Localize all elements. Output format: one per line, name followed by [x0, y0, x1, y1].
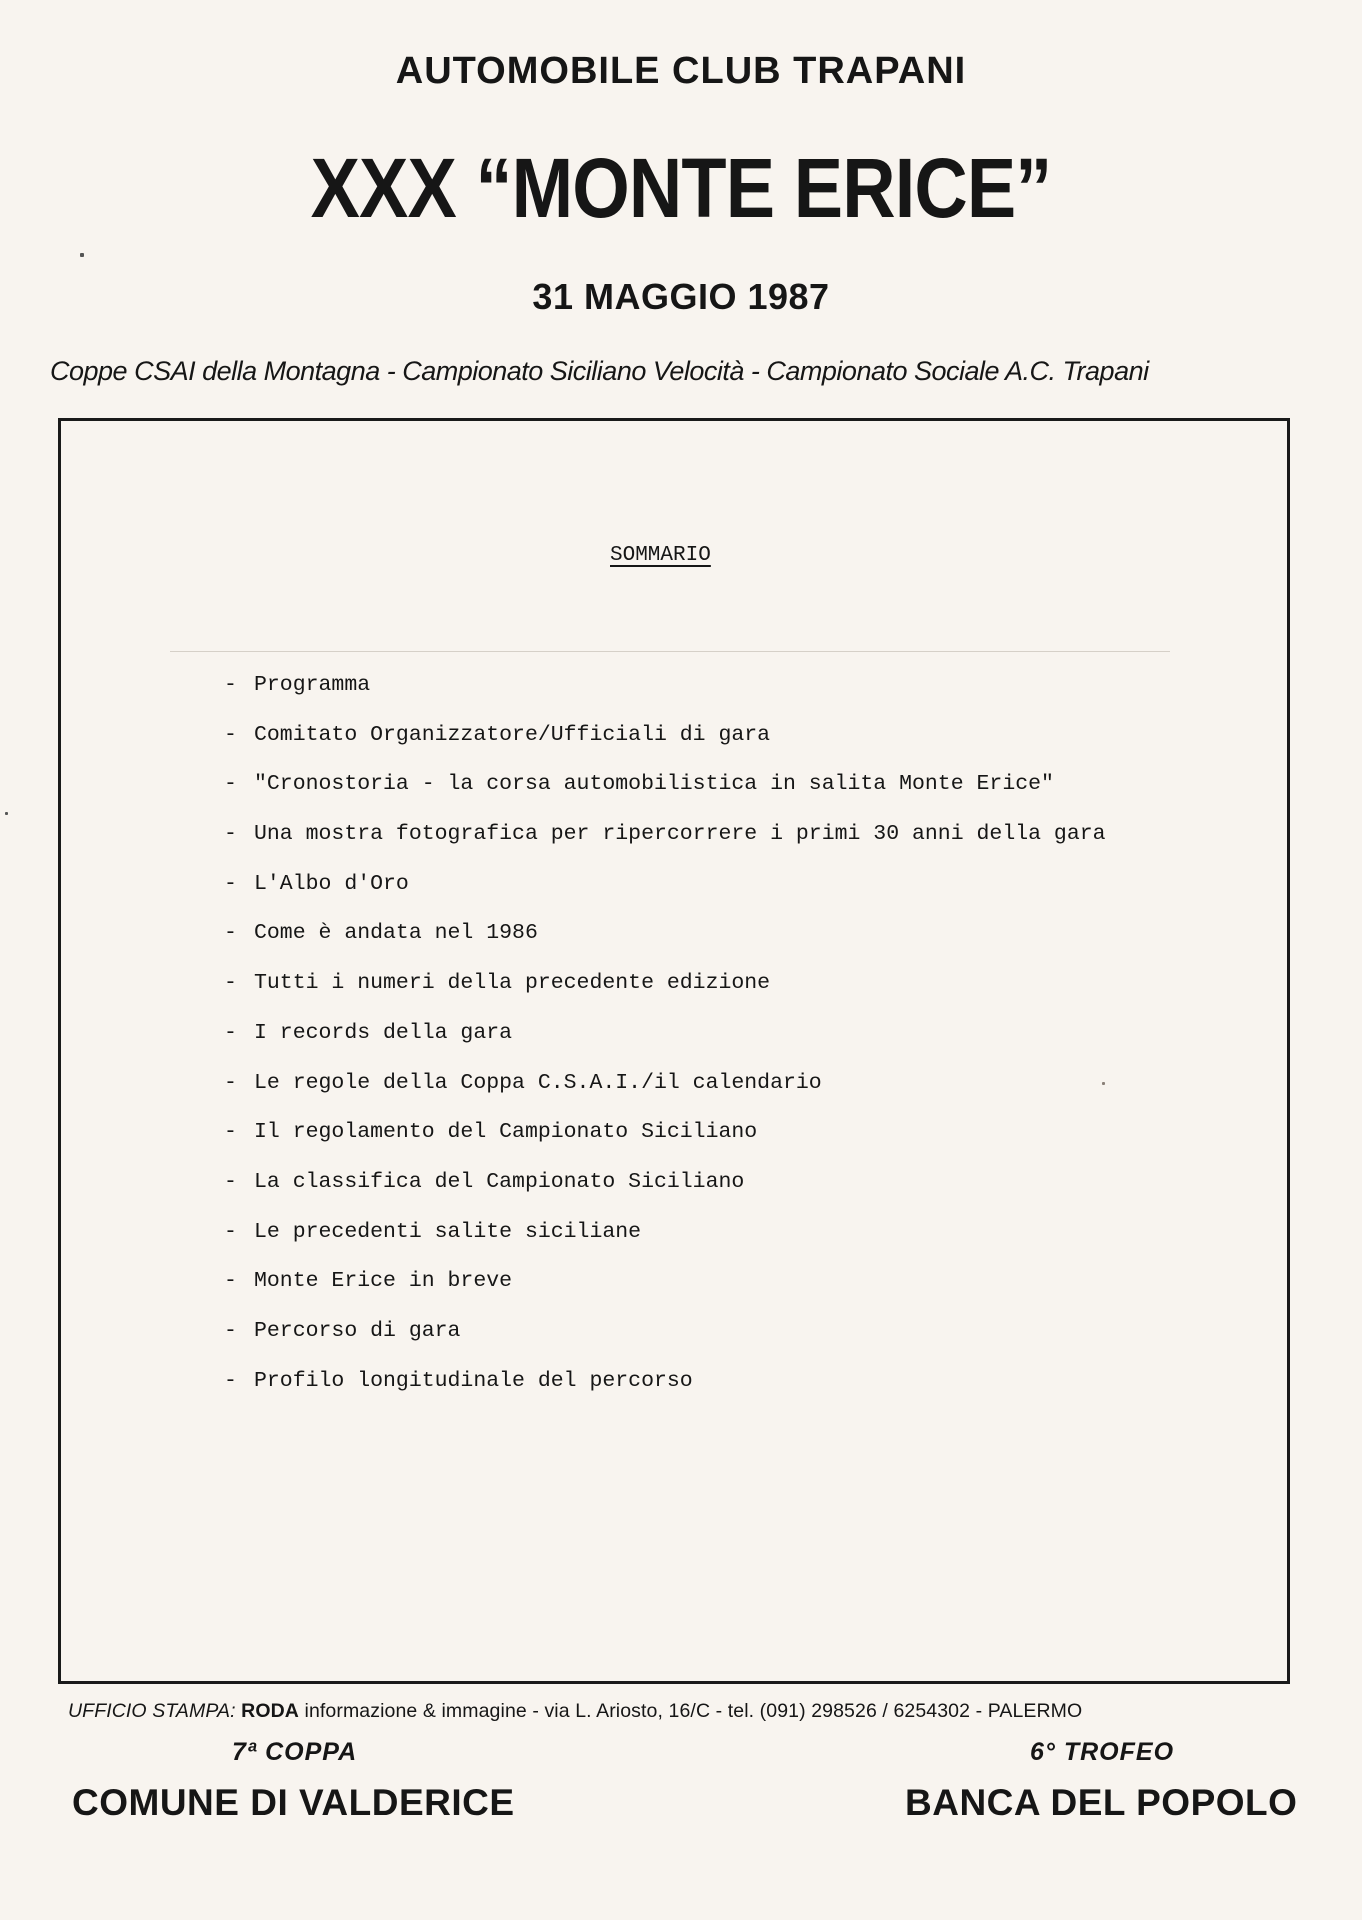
press-office-details: informazione & immagine - via L. Ariosto, 16/C - tel. (091) 298526 / 6254302 - PALERMO	[304, 1700, 1083, 1722]
contents-list	[224, 670, 1106, 1415]
contents-item	[224, 819, 1106, 869]
contents-item-label: Una mostra fotografica per ripercorrere i primi 30 anni della gara	[254, 822, 1106, 847]
contents-item-label: Come è andata nel 1986	[254, 921, 538, 946]
contents-item	[224, 1366, 1106, 1416]
contents-item	[224, 1266, 1106, 1316]
contents-item-label: Programma	[254, 673, 371, 697]
press-office-line	[68, 1700, 1318, 1723]
contents-item-label: Percorso di gara	[254, 1318, 461, 1343]
contents-item-label: Le precedenti salite siciliane	[254, 1219, 642, 1244]
bullet-dash: -	[224, 772, 237, 797]
contents-item	[224, 1117, 1106, 1167]
contents-item	[224, 1217, 1106, 1267]
contents-item-label: Il regolamento del Campionato Siciliano	[254, 1120, 758, 1145]
contents-item-label: Comitato Organizzatore/Ufficiali di gara	[254, 722, 771, 747]
contents-item	[224, 1316, 1106, 1366]
bullet-dash: -	[224, 1169, 237, 1194]
contents-item-label: Tutti i numeri della precedente edizione	[254, 971, 771, 996]
bullet-dash: -	[224, 871, 237, 896]
contents-item	[224, 769, 1106, 819]
event-date: 31 MAGGIO 1987	[532, 276, 830, 317]
contents-item	[224, 968, 1106, 1018]
paper-speck	[5, 812, 8, 815]
contents-item-label: Le regole della Coppa C.S.A.I./il calendario	[254, 1070, 822, 1095]
contents-item	[224, 720, 1106, 770]
bullet-dash: -	[224, 971, 237, 996]
bullet-dash: -	[224, 1070, 237, 1095]
contents-item	[224, 918, 1106, 968]
bullet-dash: -	[224, 1269, 237, 1294]
event-title: XXX “MONTE ERICE”	[310, 141, 1052, 235]
paper-speck	[1102, 1082, 1105, 1085]
bullet-dash: -	[224, 822, 237, 847]
club-name: AUTOMOBILE CLUB TRAPANI	[395, 50, 967, 92]
contents-item	[224, 869, 1106, 919]
contents-heading: SOMMARIO	[610, 544, 711, 567]
sponsor-right-name: BANCA DEL POPOLO	[905, 1782, 1298, 1823]
bullet-dash: -	[224, 673, 237, 697]
sponsor-right-label: 6° TROFEO	[1030, 1738, 1175, 1766]
bullet-dash: -	[224, 1120, 237, 1145]
faint-rule-line	[170, 651, 1170, 652]
contents-item	[224, 670, 1106, 720]
contents-item-label: L'Albo d'Oro	[254, 871, 409, 896]
bullet-dash: -	[224, 1219, 237, 1244]
contents-item	[224, 1018, 1106, 1068]
contents-item	[224, 1068, 1106, 1118]
sponsor-left-label: 7ª COPPA	[232, 1738, 358, 1766]
bullet-dash: -	[224, 1020, 237, 1045]
press-office-label: UFFICIO STAMPA:	[68, 1700, 236, 1722]
bullet-dash: -	[224, 921, 237, 946]
contents-item-label: La classifica del Campionato Siciliano	[254, 1169, 745, 1194]
paper-speck	[80, 253, 84, 257]
bullet-dash: -	[224, 1318, 237, 1343]
championship-series: Coppe CSAI della Montagna - Campionato Siciliano Velocità - Campionato Sociale A.C. Trapani	[50, 356, 1149, 386]
contents-item-label: Monte Erice in breve	[254, 1269, 513, 1294]
bullet-dash: -	[224, 722, 237, 747]
contents-item-label: I records della gara	[254, 1020, 513, 1045]
contents-item-label: Profilo longitudinale del percorso	[254, 1368, 693, 1393]
press-office-name: RODA	[241, 1700, 299, 1722]
sponsor-left-name: COMUNE DI VALDERICE	[72, 1782, 515, 1823]
bullet-dash: -	[224, 1368, 237, 1393]
contents-item	[224, 1167, 1106, 1217]
contents-item-label: "Cronostoria - la corsa automobilistica in salita Monte Erice"	[254, 772, 1054, 797]
